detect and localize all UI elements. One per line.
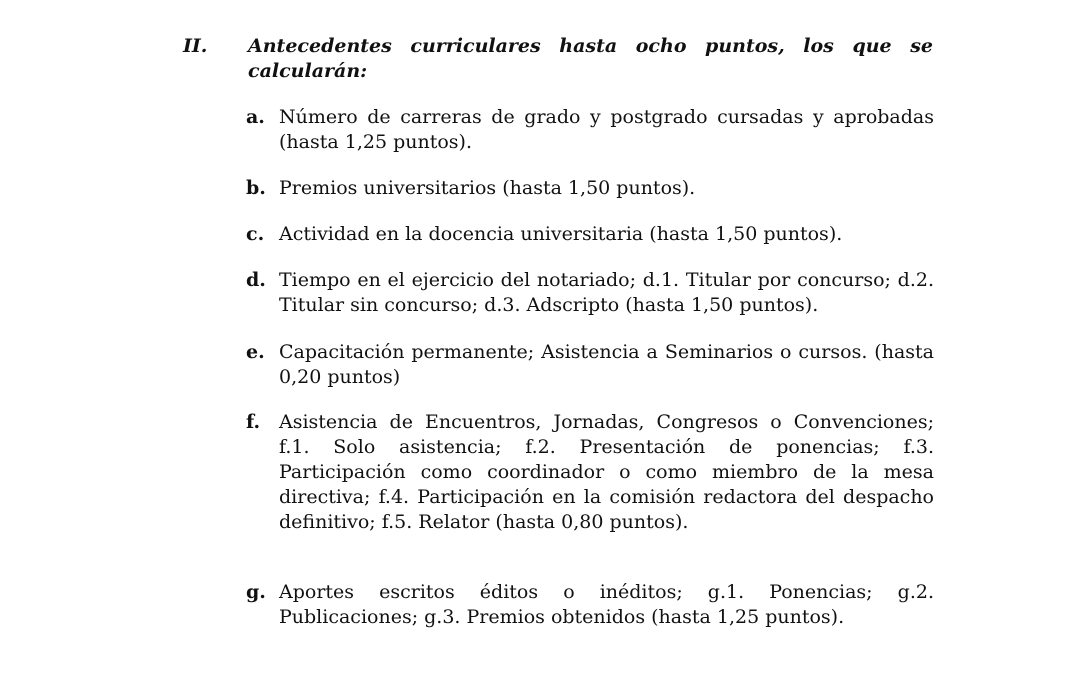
item-letter: b. [246, 177, 266, 199]
item-text: Capacitación permanente; Asistencia a Seminarios o cursos. (hasta 0,20 puntos) [279, 341, 934, 388]
section-number: II. [183, 35, 208, 57]
item-text: Número de carreras de grado y postgrado cursadas y aprobadas (hasta 1,25 puntos). [279, 106, 934, 153]
item-text: Asistencia de Encuentros, Jornadas, Congresos o Convenciones; f.1. Solo asistencia; f.2. Presentación de ponencias; f.3. Participación como coordinador o como miembro de la mesa directiva; f.4. Participación en la comisión redactora del despacho definitivo; f.5. Relator (hasta 0,80 puntos). [279, 411, 934, 533]
item-text: Aportes escritos éditos o inéditos; g.1. Ponencias; g.2. Publicaciones; g.3. Premios obtenidos (hasta 1,25 puntos). [279, 581, 934, 628]
item-letter: e. [246, 341, 265, 363]
item-text: Premios universitarios (hasta 1,50 puntos). [279, 177, 696, 199]
item-letter: c. [246, 223, 265, 245]
section-title: Antecedentes curriculares hasta ocho puntos, los que se calcularán: [248, 35, 933, 82]
item-letter: a. [246, 106, 265, 128]
item-letter: f. [246, 411, 261, 433]
item-text: Tiempo en el ejercicio del notariado; d.1. Titular por concurso; d.2. Titular sin concurso; d.3. Adscripto (hasta 1,50 puntos). [279, 269, 934, 316]
item-letter: g. [246, 581, 266, 603]
item-letter: d. [246, 269, 266, 291]
item-text: Actividad en la docencia universitaria (hasta 1,50 puntos). [279, 223, 843, 245]
